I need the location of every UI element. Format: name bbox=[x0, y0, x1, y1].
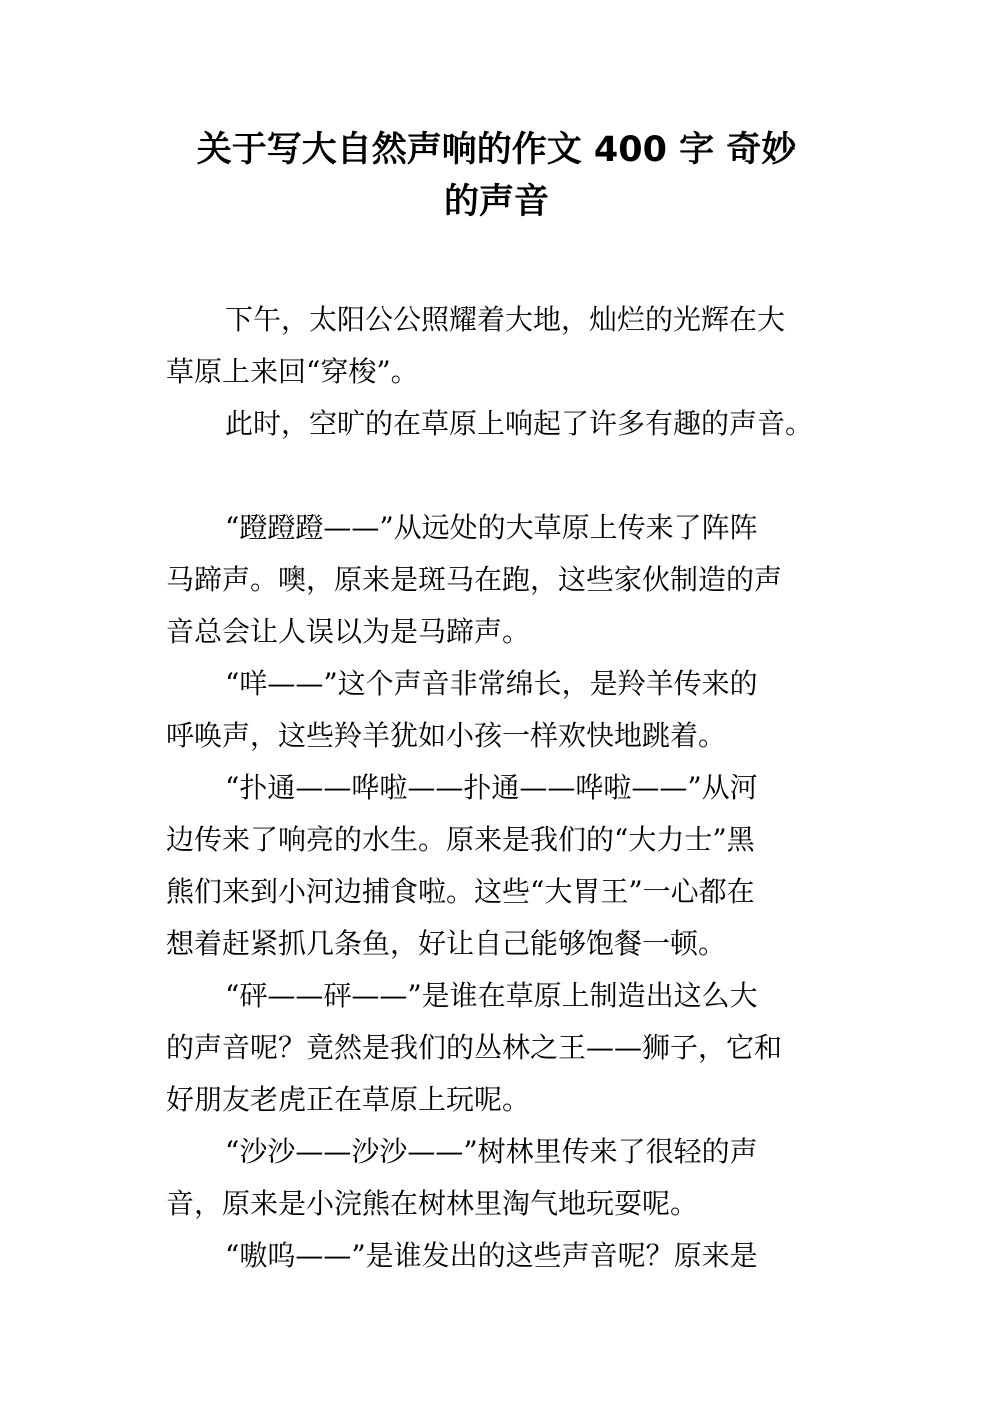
document-title-line-1: 关于写大自然声响的作文 400 字 奇妙 bbox=[196, 130, 797, 170]
paragraph-5-line-1: “扑通——哗啦——扑通——哗啦——”从河 bbox=[225, 771, 758, 804]
paragraph-3-line-1: “蹬蹬蹬——”从远处的大草原上传来了阵阵 bbox=[225, 511, 758, 544]
paragraph-4-line-2: 呼唤声，这些羚羊犹如小孩一样欢快地跳着。 bbox=[166, 719, 727, 752]
paragraph-2-line-1: 此时，空旷的在草原上响起了许多有趣的声音。 bbox=[225, 407, 814, 440]
paragraph-7-line-2: 音，原来是小浣熊在树林里淘气地玩耍呢。 bbox=[166, 1187, 699, 1220]
paragraph-6-line-1: “砰——砰——”是谁在草原上制造出这么大 bbox=[225, 979, 758, 1012]
paragraph-5-line-2: 边传来了响亮的水生。原来是我们的“大力士”黑 bbox=[166, 823, 755, 856]
paragraph-4-line-1: “咩——”这个声音非常绵长，是羚羊传来的 bbox=[225, 667, 758, 700]
paragraph-8-line-1: “嗷呜——”是谁发出的这些声音呢？原来是 bbox=[225, 1239, 758, 1272]
paragraph-1-line-2: 草原上来回“穿梭”。 bbox=[166, 355, 419, 388]
document-title-line-2: 的声音 bbox=[443, 182, 549, 222]
paragraph-5-line-4: 想着赶紧抓几条鱼，好让自己能够饱餐一顿。 bbox=[166, 927, 727, 960]
paragraph-6-line-2: 的声音呢？竟然是我们的丛林之王——狮子，它和 bbox=[166, 1031, 783, 1064]
paragraph-7-line-1: “沙沙——沙沙——”树林里传来了很轻的声 bbox=[225, 1135, 758, 1168]
paragraph-1-line-1: 下午，太阳公公照耀着大地，灿烂的光辉在大 bbox=[225, 303, 786, 336]
paragraph-3-line-3: 音总会让人误以为是马蹄声。 bbox=[166, 615, 531, 648]
paragraph-6-line-3: 好朋友老虎正在草原上玩呢。 bbox=[166, 1083, 531, 1116]
paragraph-5-line-3: 熊们来到小河边捕食啦。这些“大胃王”一心都在 bbox=[166, 875, 755, 908]
paragraph-3-line-2: 马蹄声。噢，原来是斑马在跑，这些家伙制造的声 bbox=[166, 563, 783, 596]
